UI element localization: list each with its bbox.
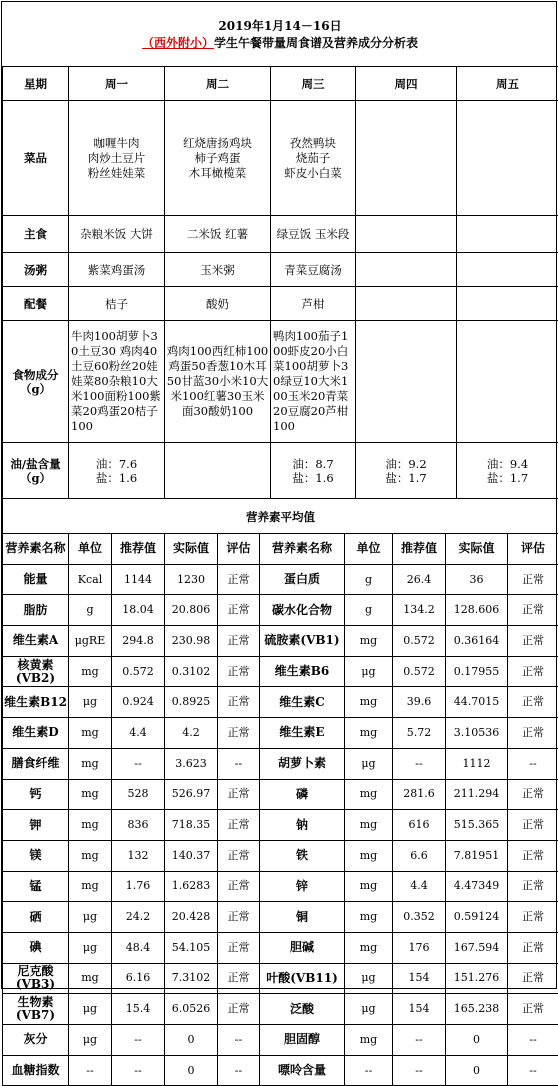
nutrient-value: mg	[345, 1025, 393, 1056]
nutrient-value: 正常	[218, 595, 260, 626]
nutrient-value: 正常	[218, 656, 260, 687]
nutrient-value: g	[69, 595, 112, 626]
weekday-label: 星期	[3, 67, 69, 101]
nutrition-row	[3, 779, 558, 810]
nutrition-header-cell: 营养素名称	[3, 534, 69, 565]
nutrient-name: 锰	[3, 871, 69, 902]
staple-thu	[356, 216, 457, 253]
nutrient-value: 0	[446, 1025, 508, 1056]
day-wed: 周三	[271, 67, 356, 101]
nutrient-value: --	[508, 1025, 558, 1056]
ingredients-mon: 牛肉100胡萝卜30土豆30 鸡肉40土豆60粉丝20娃娃菜80杂粮10大米100面粉100紫菜20鸡蛋20桔子100	[69, 321, 165, 443]
nutrient-value: 132	[112, 840, 165, 871]
nutrient-name: 尼克酸(VB3)	[3, 963, 69, 994]
nutrition-header-cell: 评估	[218, 534, 260, 565]
nutrient-value: 167.594	[446, 932, 508, 963]
nutrition-row	[3, 902, 558, 933]
nutrient-value: 39.6	[393, 687, 446, 718]
nutrient-value: μg	[69, 932, 112, 963]
nutrient-value: 15.4	[112, 994, 165, 1025]
nutrient-value: mg	[345, 840, 393, 871]
nutrient-value: 1.6283	[165, 871, 218, 902]
nutrition-header-cell: 评估	[508, 534, 558, 565]
nutrient-name: 胆固醇	[260, 1025, 345, 1056]
nutrient-name: 铁	[260, 840, 345, 871]
dishes-fri	[457, 101, 558, 216]
nutrient-value: μg	[69, 994, 112, 1025]
nutrient-value: 7.3102	[165, 963, 218, 994]
nutrient-value: 1144	[112, 564, 165, 595]
nutrient-name: 维生素B12	[3, 687, 69, 718]
nutrient-value: 正常	[508, 656, 558, 687]
nutrient-name: 胆碱	[260, 932, 345, 963]
staple-label: 主食	[3, 216, 69, 253]
nutrition-row	[3, 564, 558, 595]
nutrient-value: 0	[165, 1025, 218, 1056]
dishes-mon: 咖喱牛肉 肉炒土豆片 粉丝娃娃菜	[69, 101, 165, 216]
school-name: （西外附小）	[142, 36, 214, 50]
nutrient-value: --	[218, 748, 260, 779]
nutrition-row	[3, 871, 558, 902]
ingredients-wed: 鸭肉100茄子100虾皮20小白菜100胡萝卜30绿豆10大米100玉米20青菜20豆腐20芦柑100	[271, 321, 356, 443]
ingredients-label: 食物成分 （g）	[3, 321, 69, 443]
nutrition-row	[3, 932, 558, 963]
nutrient-value: μg	[69, 687, 112, 718]
nutrient-value: 0.572	[393, 656, 446, 687]
nutrient-value: μg	[345, 994, 393, 1025]
menu-sheet	[1, 1, 557, 989]
ingredients-thu	[356, 321, 457, 443]
nutrient-value: 128.606	[446, 595, 508, 626]
nutrient-value: 正常	[218, 902, 260, 933]
nutrient-value: 3.623	[165, 748, 218, 779]
nutrient-value: 4.47349	[446, 871, 508, 902]
nutrition-row	[3, 687, 558, 718]
nutrient-name: 镁	[3, 840, 69, 871]
staple-fri	[457, 216, 558, 253]
nutrition-row	[3, 748, 558, 779]
nutrient-value: 18.04	[112, 595, 165, 626]
nutrient-value: 151.276	[446, 963, 508, 994]
nutrition-row	[3, 595, 558, 626]
nutrient-value: --	[393, 1055, 446, 1086]
nutrient-value: 正常	[508, 564, 558, 595]
nutrient-value: 0.17955	[446, 656, 508, 687]
nutrient-name: 碳水化合物	[260, 595, 345, 626]
nutrient-value: 134.2	[393, 595, 446, 626]
nutrition-header-cell: 推荐值	[393, 534, 446, 565]
nutrient-value: 0	[446, 1055, 508, 1086]
nutrient-name: 钠	[260, 810, 345, 841]
nutrient-value: 6.0526	[165, 994, 218, 1025]
nutrient-value: mg	[345, 718, 393, 749]
nutrient-name: 蛋白质	[260, 564, 345, 595]
nutrient-value: mg	[69, 963, 112, 994]
staple-mon: 杂粮米饭 大饼	[69, 216, 165, 253]
nutrient-value: 176	[393, 932, 446, 963]
nutrient-value: 正常	[508, 810, 558, 841]
nutrition-row	[3, 656, 558, 687]
nutrient-value: --	[345, 1055, 393, 1086]
title-date-line: 2019年1月14－16日	[2, 18, 558, 35]
nutrient-value: --	[508, 748, 558, 779]
day-tue: 周二	[165, 67, 271, 101]
nutrient-value: 正常	[508, 932, 558, 963]
nutrient-value: 7.81951	[446, 840, 508, 871]
nutrient-value: 0.572	[393, 626, 446, 657]
day-mon: 周一	[69, 67, 165, 101]
side-label: 配餐	[3, 287, 69, 321]
nutrient-value: 526.97	[165, 779, 218, 810]
nutrient-name: 膳食纤维	[3, 748, 69, 779]
side-mon: 桔子	[69, 287, 165, 321]
nutrient-value: 正常	[218, 810, 260, 841]
nutrition-header-row	[3, 534, 558, 565]
nutrient-value: 54.105	[165, 932, 218, 963]
nutrition-table	[2, 533, 558, 1086]
nutrient-value: --	[393, 748, 446, 779]
nutrient-value: 0.36164	[446, 626, 508, 657]
day-thu: 周四	[356, 67, 457, 101]
nutrient-value: μg	[69, 902, 112, 933]
nutrient-value: 正常	[218, 840, 260, 871]
nutrient-value: 165.238	[446, 994, 508, 1025]
nutrition-section-title: 营养素平均值	[3, 499, 558, 535]
dishes-row	[3, 101, 558, 216]
nutrient-value: 230.98	[165, 626, 218, 657]
nutrient-value: 4.4	[112, 718, 165, 749]
nutrient-value: 正常	[218, 564, 260, 595]
nutrient-value: mg	[69, 810, 112, 841]
oil-salt-tue	[165, 443, 271, 499]
nutrient-name: 脂肪	[3, 595, 69, 626]
nutrient-value: 正常	[218, 626, 260, 657]
nutrient-value: 6.16	[112, 963, 165, 994]
nutrition-row	[3, 810, 558, 841]
nutrient-value: mg	[345, 687, 393, 718]
nutrient-value: Kcal	[69, 564, 112, 595]
nutrient-value: 26.4	[393, 564, 446, 595]
nutrient-name: 钙	[3, 779, 69, 810]
staple-tue: 二米饭 红薯	[165, 216, 271, 253]
nutrition-header-cell: 推荐值	[112, 534, 165, 565]
nutrient-value: mg	[69, 718, 112, 749]
soup-fri	[457, 253, 558, 287]
nutrient-name: 嘌呤含量	[260, 1055, 345, 1086]
nutrient-value: 正常	[508, 779, 558, 810]
nutrient-value: 正常	[508, 963, 558, 994]
nutrient-value: 20.806	[165, 595, 218, 626]
nutrient-value: μg	[69, 1025, 112, 1056]
nutrient-value: g	[345, 564, 393, 595]
nutrition-header-cell: 实际值	[446, 534, 508, 565]
oil-salt-thu: 油：9.2 盐：1.7	[356, 443, 457, 499]
nutrient-value: mg	[69, 871, 112, 902]
nutrient-name: 维生素B6	[260, 656, 345, 687]
day-fri: 周五	[457, 67, 558, 101]
nutrient-value: 44.7015	[446, 687, 508, 718]
weekday-header-row	[3, 67, 558, 101]
nutrient-value: 836	[112, 810, 165, 841]
nutrient-value: 正常	[508, 687, 558, 718]
nutrient-name: 血糖指数	[3, 1055, 69, 1086]
nutrition-row	[3, 1025, 558, 1056]
ingredients-tue: 鸡肉100西红柿100鸡蛋50香葱10木耳50甘蓝30小米10大米100红薯30玉米面30酸奶100	[165, 321, 271, 443]
nutrient-value: 36	[446, 564, 508, 595]
nutrient-value: --	[112, 1025, 165, 1056]
nutrient-name: 碘	[3, 932, 69, 963]
report-title	[2, 18, 558, 52]
nutrient-name: 灰分	[3, 1025, 69, 1056]
dishes-tue: 红烧唐扬鸡块 柿子鸡蛋 木耳橄榄菜	[165, 101, 271, 216]
nutrient-value: 正常	[508, 840, 558, 871]
nutrient-name: 维生素D	[3, 718, 69, 749]
nutrient-value: 正常	[218, 963, 260, 994]
nutrient-value: 1230	[165, 564, 218, 595]
nutrient-value: 正常	[218, 932, 260, 963]
nutrient-name: 核黄素(VB2)	[3, 656, 69, 687]
nutrient-value: mg	[345, 779, 393, 810]
nutrient-value: mg	[345, 902, 393, 933]
nutrient-value: 294.8	[112, 626, 165, 657]
nutrient-value: mg	[345, 932, 393, 963]
nutrient-value: μg	[345, 963, 393, 994]
nutrition-header-cell: 单位	[69, 534, 112, 565]
nutrient-value: 正常	[218, 871, 260, 902]
soup-mon: 紫菜鸡蛋汤	[69, 253, 165, 287]
nutrient-name: 铜	[260, 902, 345, 933]
nutrient-value: --	[112, 748, 165, 779]
nutrient-value: 0.59124	[446, 902, 508, 933]
nutrient-name: 泛酸	[260, 994, 345, 1025]
staple-row	[3, 216, 558, 253]
side-row	[3, 287, 558, 321]
oil-salt-fri: 油：9.4 盐：1.7	[457, 443, 558, 499]
nutrient-value: 5.72	[393, 718, 446, 749]
oil-salt-row	[3, 443, 558, 499]
title-rest: 学生午餐带量周食谱及营养成分分析表	[214, 36, 418, 50]
nutrient-value: μg	[345, 748, 393, 779]
nutrient-value: 正常	[508, 902, 558, 933]
nutrition-row	[3, 1055, 558, 1086]
nutrient-value: μg	[345, 656, 393, 687]
nutrient-name: 胡萝卜素	[260, 748, 345, 779]
nutrient-value: mg	[69, 840, 112, 871]
nutrient-value: 154	[393, 994, 446, 1025]
nutrient-value: 718.35	[165, 810, 218, 841]
nutrient-name: 能量	[3, 564, 69, 595]
nutrient-value: 1.76	[112, 871, 165, 902]
title-school-line	[2, 35, 558, 52]
ingredients-fri	[457, 321, 558, 443]
nutrient-name: 生物素(VB7)	[3, 994, 69, 1025]
nutrient-value: 24.2	[112, 902, 165, 933]
nutrient-value: 515.365	[446, 810, 508, 841]
nutrition-header-cell: 实际值	[165, 534, 218, 565]
nutrient-value: 211.294	[446, 779, 508, 810]
nutrient-value: 0.572	[112, 656, 165, 687]
nutrient-value: 正常	[508, 871, 558, 902]
nutrient-value: mg	[69, 748, 112, 779]
nutrient-value: mg	[345, 810, 393, 841]
nutrient-value: 正常	[218, 994, 260, 1025]
nutrient-value: --	[218, 1025, 260, 1056]
nutrient-value: 1112	[446, 748, 508, 779]
nutrient-value: 281.6	[393, 779, 446, 810]
nutrient-value: --	[69, 1055, 112, 1086]
nutrient-value: 0	[165, 1055, 218, 1086]
nutrient-value: 正常	[508, 626, 558, 657]
nutrient-value: 48.4	[112, 932, 165, 963]
nutrient-value: --	[218, 1055, 260, 1086]
nutrient-value: 0.3102	[165, 656, 218, 687]
nutrient-value: 正常	[218, 718, 260, 749]
soup-thu	[356, 253, 457, 287]
dishes-wed: 孜然鸭块 烧茄子 虾皮小白菜	[271, 101, 356, 216]
nutrient-name: 维生素E	[260, 718, 345, 749]
nutrient-value: --	[508, 1055, 558, 1086]
nutrient-value: 154	[393, 963, 446, 994]
dishes-label: 菜品	[3, 101, 69, 216]
oil-salt-label: 油/盐含量 （g）	[3, 443, 69, 499]
nutrition-row	[3, 718, 558, 749]
weekly-menu-table	[2, 66, 558, 535]
nutrient-value: g	[345, 595, 393, 626]
nutrient-name: 锌	[260, 871, 345, 902]
nutrient-value: mg	[69, 779, 112, 810]
nutrient-value: 4.2	[165, 718, 218, 749]
soup-tue: 玉米粥	[165, 253, 271, 287]
nutrient-value: 0.8925	[165, 687, 218, 718]
oil-salt-wed: 油：8.7 盐：1.6	[271, 443, 356, 499]
oil-salt-mon: 油：7.6 盐：1.6	[69, 443, 165, 499]
nutrition-header-cell: 单位	[345, 534, 393, 565]
nutrient-name: 磷	[260, 779, 345, 810]
nutrient-value: 正常	[508, 595, 558, 626]
nutrient-value: 0.924	[112, 687, 165, 718]
soup-row	[3, 253, 558, 287]
nutrient-value: 正常	[218, 779, 260, 810]
nutrient-value: --	[112, 1055, 165, 1086]
nutrient-value: 6.6	[393, 840, 446, 871]
nutrient-value: 正常	[508, 994, 558, 1025]
side-wed: 芦柑	[271, 287, 356, 321]
nutrition-row	[3, 626, 558, 657]
side-tue: 酸奶	[165, 287, 271, 321]
side-thu	[356, 287, 457, 321]
nutrient-value: 528	[112, 779, 165, 810]
dishes-thu	[356, 101, 457, 216]
nutrient-name: 硒	[3, 902, 69, 933]
nutrient-name: 钾	[3, 810, 69, 841]
side-fri	[457, 287, 558, 321]
nutrient-value: 140.37	[165, 840, 218, 871]
nutrient-value: 正常	[508, 718, 558, 749]
nutrition-row	[3, 994, 558, 1025]
nutrition-row	[3, 963, 558, 994]
nutrient-value: mg	[345, 626, 393, 657]
nutrient-value: 正常	[218, 687, 260, 718]
nutrient-name: 叶酸(VB11)	[260, 963, 345, 994]
nutrient-value: 0.352	[393, 902, 446, 933]
nutrient-value: 20.428	[165, 902, 218, 933]
soup-wed: 青菜豆腐汤	[271, 253, 356, 287]
nutrient-name: 维生素A	[3, 626, 69, 657]
nutrient-value: mg	[345, 871, 393, 902]
nutrient-value: 616	[393, 810, 446, 841]
nutrient-name: 维生素C	[260, 687, 345, 718]
soup-label: 汤粥	[3, 253, 69, 287]
nutrient-value: 4.4	[393, 871, 446, 902]
nutrition-title-row	[3, 499, 558, 535]
staple-wed: 绿豆饭 玉米段	[271, 216, 356, 253]
nutrient-value: mg	[69, 656, 112, 687]
nutrient-value: 3.10536	[446, 718, 508, 749]
nutrient-value: --	[393, 1025, 446, 1056]
nutrient-name: 硫胺素(VB1)	[260, 626, 345, 657]
ingredients-row	[3, 321, 558, 443]
nutrient-value: μgRE	[69, 626, 112, 657]
nutrition-header-cell: 营养素名称	[260, 534, 345, 565]
nutrition-row	[3, 840, 558, 871]
